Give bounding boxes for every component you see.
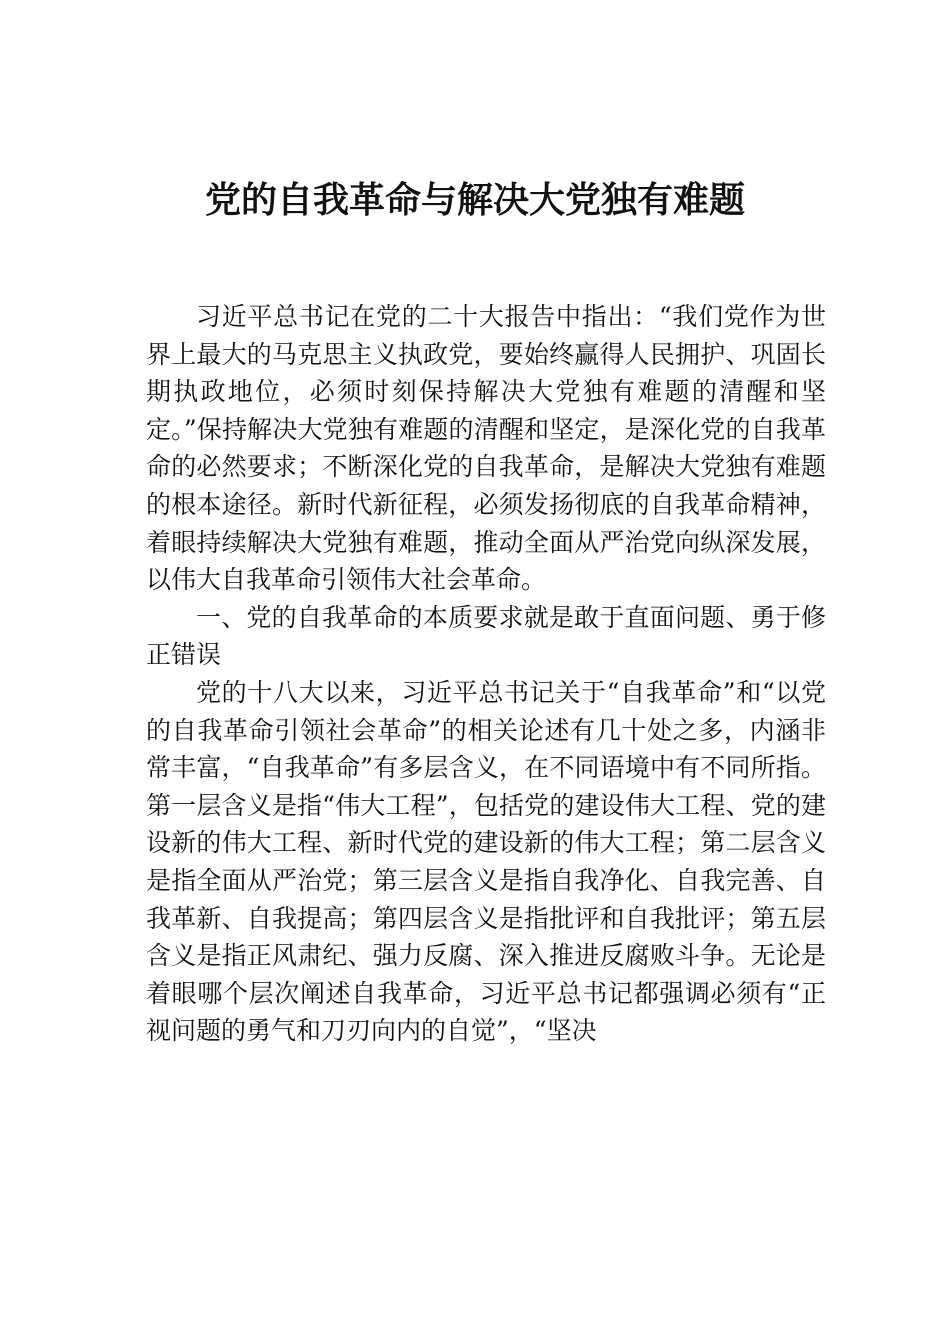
document-title: 党的自我革命与解决大党独有难题 [204, 179, 745, 221]
paragraph-section-1: 党的十八大以来，习近平总书记关于“自我革命”和“以党的自我革命引领社会革命”的相关论述有几十处之多，内涵非常丰富，“自我革命”有多层含义，在不同语境中有不同所指。第一层含义是指“伟大工程”，包括党的建设伟大工程、党的建设新的伟大工程、新时代党的建设新的伟大工程；第二层含义是指全面从严治党；第三层含义是指自我净化、自我完善、自我革新、自我提高；第四层含义是指批评和自我批评；第五层含义是指正风肃纪、强力反腐、深入推进反腐败斗争。无论是着眼哪个层次阐述自我革命，习近平总书记都强调必须有“正视问题的勇气和刀刃向内的自觉”，“坚决 [146, 677, 826, 1046]
paragraph-intro: 习近平总书记在党的二十大报告中指出：“我们党作为世界上最大的马克思主义执政党，要始终赢得人民拥护、巩固长期执政地位，必须时刻保持解决大党独有难题的清醒和坚定。”保持解决大党独有难题的清醒和坚定，是深化党的自我革命的必然要求；不断深化党的自我革命，是解决大党独有难题的根本途径。新时代新征程，必须发扬彻底的自我革命精神，着眼持续解决大党独有难题，推动全面从严治党向纵深发展，以伟大自我革命引领伟大社会革命。 [146, 302, 826, 595]
section-heading-1: 一、党的自我革命的本质要求就是敢于直面问题、勇于修正错误 [146, 602, 826, 670]
document-body [146, 298, 826, 1050]
